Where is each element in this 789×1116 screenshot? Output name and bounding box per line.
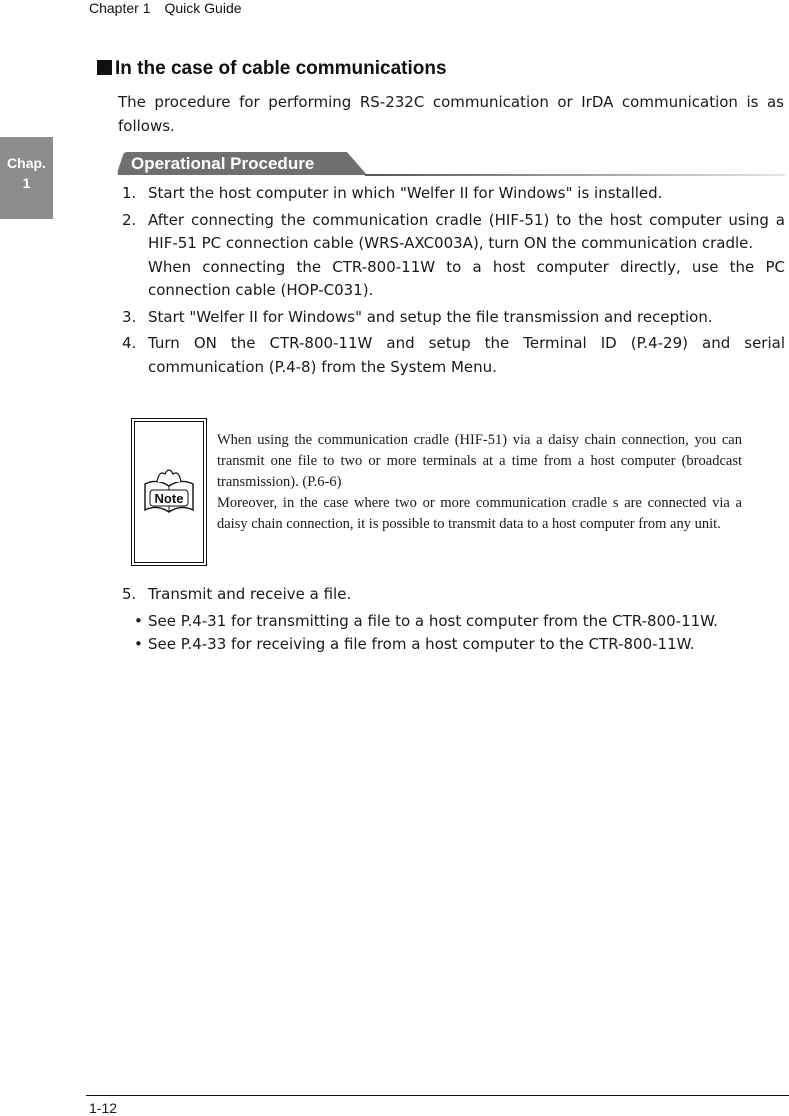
chapter-tab-label: Chap.	[7, 155, 46, 171]
section-title	[97, 58, 447, 80]
step-text: Transmit and receive a file.	[148, 585, 352, 603]
step-item	[122, 182, 785, 206]
section-title-text: In the case of cable communications	[115, 58, 447, 79]
bullet-text: See P.4-31 for transmitting a file to a host computer from the CTR-800-11W.	[148, 611, 719, 630]
bullet-item	[122, 610, 785, 634]
step-text: Start the host computer in which "Welfer II for Windows" is installed.	[148, 184, 663, 202]
bullet-item	[122, 633, 785, 657]
step-number: 3.	[122, 307, 137, 326]
step-number: 4.	[122, 334, 137, 352]
note-icon-label: Note	[154, 491, 184, 506]
note-box	[131, 418, 207, 566]
step-number: 1.	[122, 184, 137, 202]
note-paragraph: Moreover, in the case where two or more communication cradle s are connected via a daisy chain connection, it is possible to transmit data to a host computer from any unit.	[217, 495, 742, 532]
step-item	[122, 583, 785, 607]
step-number: 5.	[122, 585, 137, 603]
step-text	[148, 209, 785, 303]
header-chapter: Chapter 1	[89, 0, 151, 16]
header-title: Quick Guide	[164, 0, 242, 16]
step-item	[122, 306, 785, 330]
page-number: 1-12	[89, 1100, 118, 1116]
intro-paragraph: The procedure for performing RS-232C communication or IrDA communication is as follows.	[118, 93, 784, 135]
bullet-dot-icon: •	[134, 611, 143, 630]
running-header	[89, 0, 242, 16]
square-bullet-icon	[97, 60, 112, 75]
step-item	[122, 209, 785, 303]
note-paragraph: When using the communication cradle (HIF-51) via a daisy chain connection, you can transmit one file to two or more terminals at a time from a host computer (broadcast transmission). (P.6-6)	[217, 432, 742, 490]
step-item	[122, 332, 785, 379]
bullet-dot-icon: •	[134, 635, 143, 653]
step-text: Start "Welfer II for Windows" and setup the file transmission and reception.	[148, 307, 713, 326]
procedure-steps	[122, 182, 785, 382]
note-book-icon	[135, 422, 203, 562]
procedure-label: Operational Procedure	[131, 154, 315, 173]
footer-divider	[86, 1095, 789, 1096]
step-text: Turn ON the CTR-800-11W and setup the Terminal ID (P.4-29) and serial communication (P.4-8) from the System Menu.	[148, 334, 785, 376]
step-main-text: After connecting the communication cradle (HIF-51) to the host computer using a HIF-51 PC connection cable (WRS-AXC003A), turn ON the communication cradle.	[148, 210, 785, 252]
step-extra-text: When connecting the CTR-800-11W to a host computer directly, use the PC connection cable (HOP-C031).	[148, 257, 785, 299]
bullet-text: See P.4-33 for receiving a file from a host computer to the CTR-800-11W.	[148, 635, 695, 653]
chapter-tab-number: 1	[22, 175, 31, 191]
note-text	[217, 430, 742, 535]
procedure-steps-continued	[122, 583, 785, 657]
note-inner-frame	[134, 421, 204, 563]
chapter-side-tab	[0, 137, 53, 219]
step-number: 2.	[122, 210, 137, 229]
